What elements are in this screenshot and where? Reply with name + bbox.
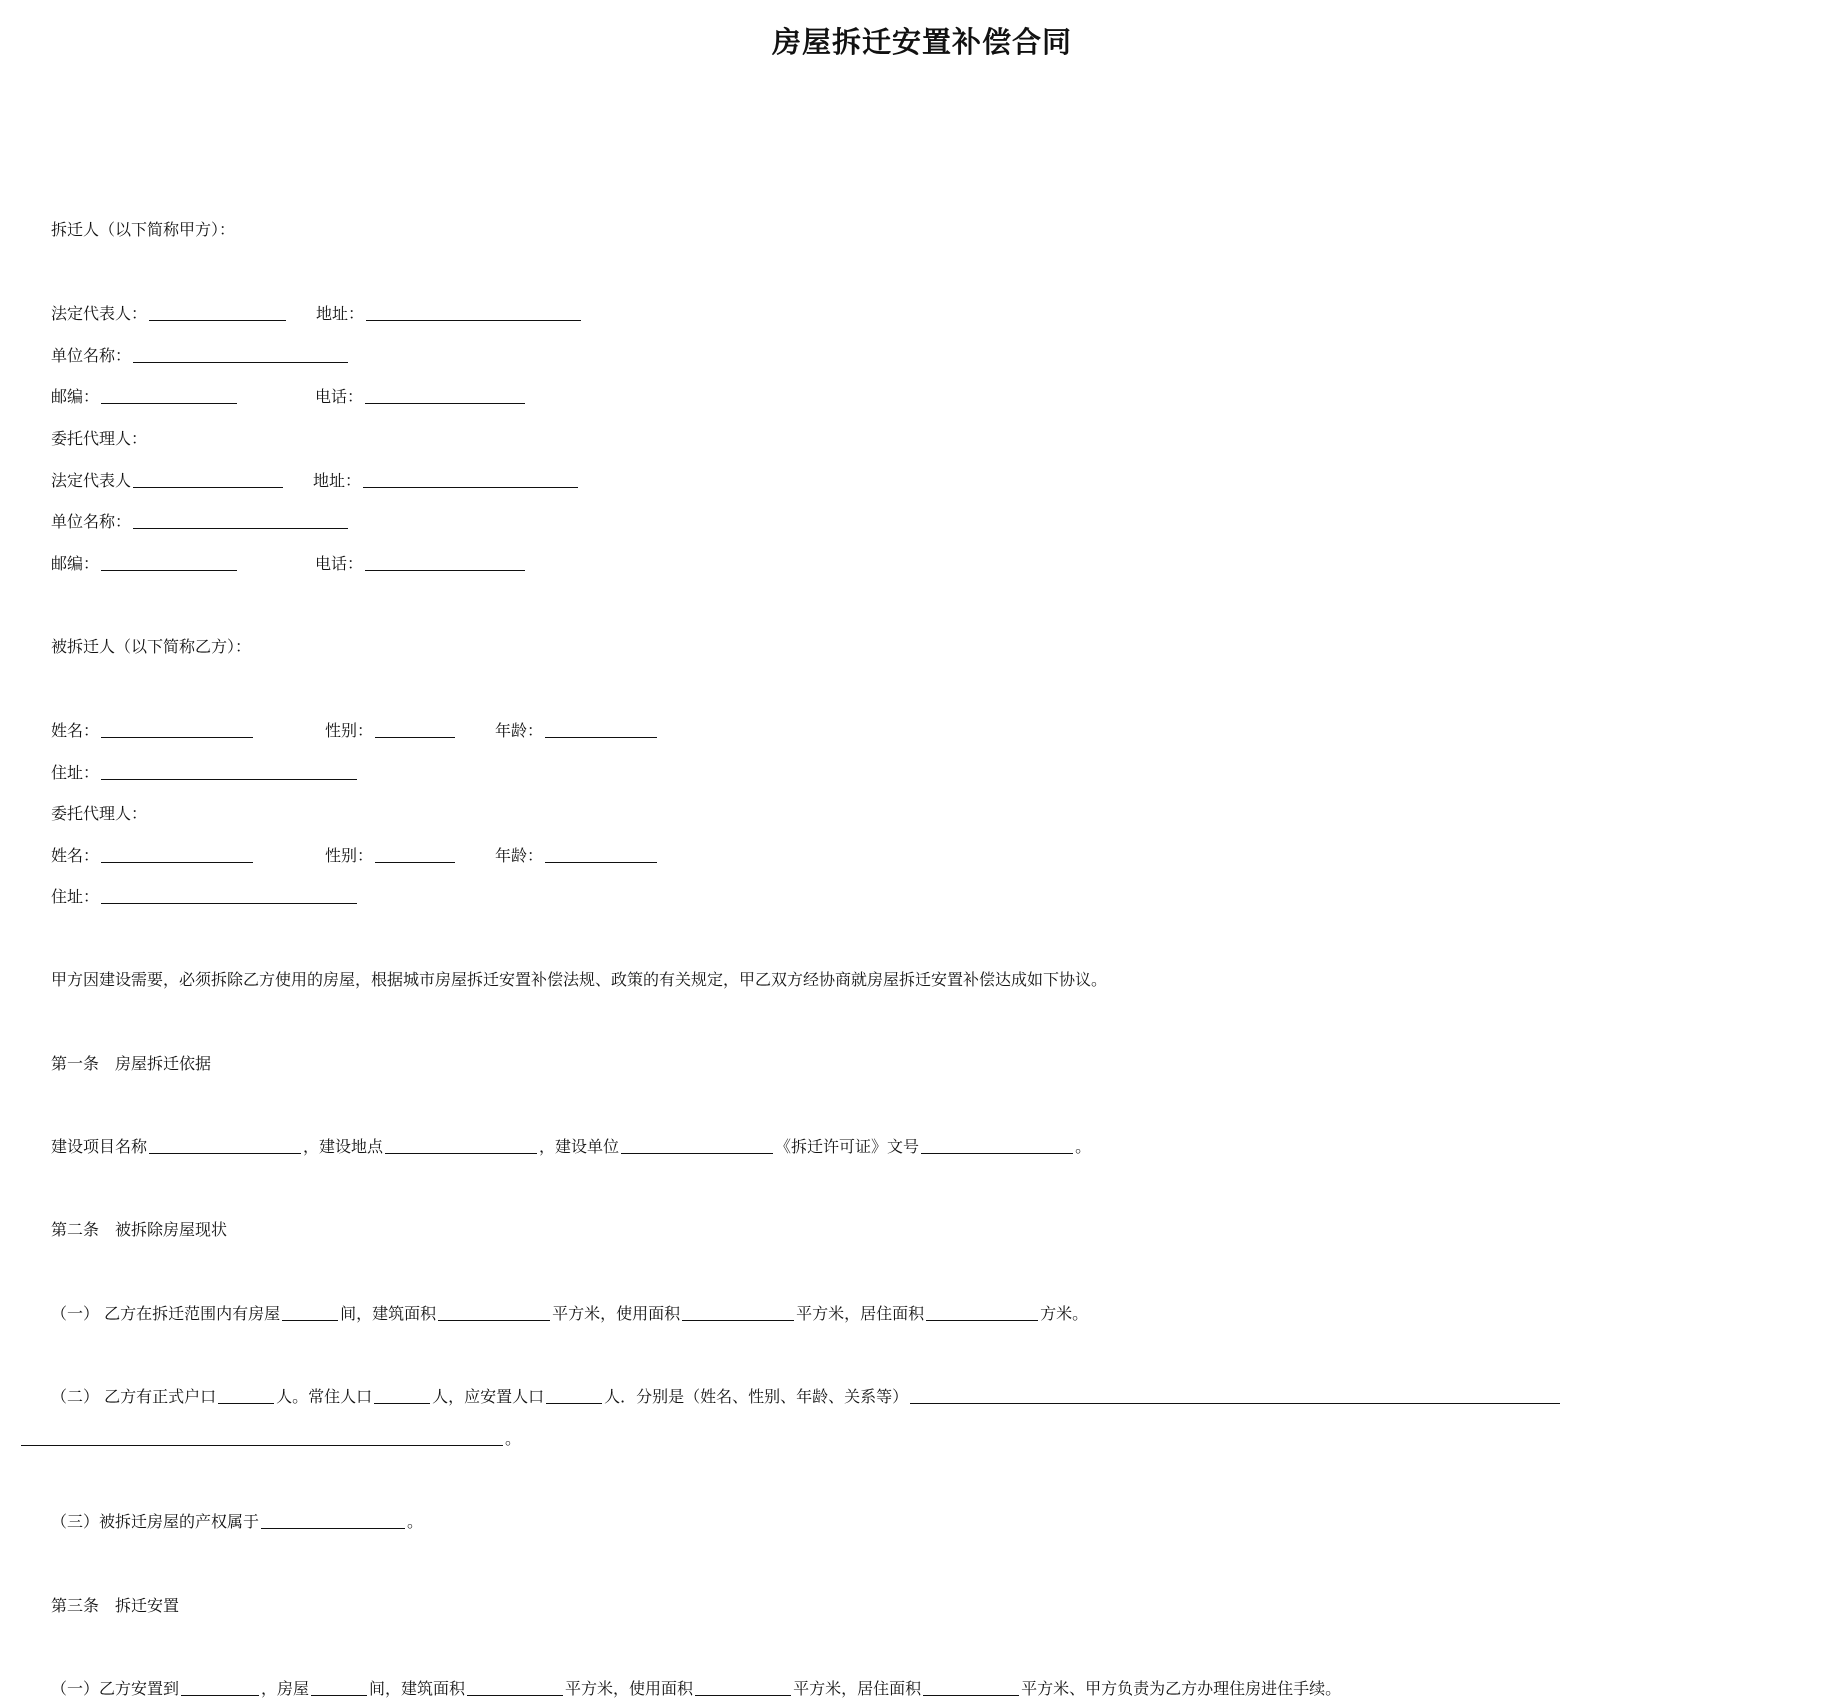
ownership-field[interactable] — [261, 1510, 405, 1529]
agent-phone-label: 电话： — [315, 554, 364, 573]
article2-heading: 第二条 被拆除房屋现状 — [51, 1220, 228, 1239]
registered-count-field[interactable] — [218, 1385, 274, 1404]
household-detail-field-continued[interactable] — [21, 1427, 503, 1446]
phone-label: 电话： — [315, 387, 364, 406]
party-a-agent-legal-rep-row — [51, 469, 580, 493]
postcode-field[interactable] — [101, 385, 237, 404]
party-b-agent-heading: 委托代理人： — [51, 804, 148, 823]
party-a-heading: 拆迁人（以下简称甲方）： — [51, 220, 236, 239]
party-a-postcode-row — [51, 385, 527, 409]
resettle-location-field[interactable] — [181, 1677, 259, 1696]
address-label: 地址： — [316, 304, 365, 323]
usable-area-field[interactable] — [682, 1302, 794, 1321]
agent-residence-label: 住址： — [51, 887, 100, 906]
preamble: 甲方因建设需要，必须拆除乙方使用的房屋，根据城市房屋拆迁安置补偿法规、政策的有关规定，甲乙双方经协商就房屋拆迁安置补偿达成如下协议。 — [51, 970, 1108, 989]
agent-unit-name-field[interactable] — [133, 510, 348, 529]
agent-age-field[interactable] — [545, 844, 657, 863]
legal-rep-field[interactable] — [149, 302, 286, 321]
living-area-field[interactable] — [926, 1302, 1038, 1321]
agent-legal-rep-label: 法定代表人 — [51, 471, 132, 490]
agent-residence-field[interactable] — [101, 885, 357, 904]
unit-name-field[interactable] — [133, 344, 348, 363]
agent-address-label: 地址： — [313, 471, 362, 490]
party-b-agent-residence-row — [51, 885, 359, 909]
agent-name-label: 姓名： — [51, 846, 100, 865]
party-b-heading: 被拆迁人（以下简称乙方）： — [51, 637, 252, 656]
new-rooms-field[interactable] — [311, 1677, 367, 1696]
resident-count-field[interactable] — [374, 1385, 430, 1404]
party-b-agent-name-row — [51, 844, 659, 868]
article2-item3: （三）被拆迁房屋的产权属于 。 — [51, 1512, 424, 1531]
party-a-unit-row — [51, 344, 350, 368]
party-b-name-row — [51, 719, 659, 743]
agent-name-field[interactable] — [101, 844, 253, 863]
article3-item1: （一）乙方安置到 ，房屋 间，建筑面积 平方米，使用面积 平方米，居住面积 平方米、甲方负责为乙方办理住房进住手续。 — [51, 1679, 1342, 1698]
article3-heading: 第三条 拆迁安置 — [51, 1596, 180, 1615]
project-location-field[interactable] — [385, 1135, 537, 1154]
agent-postcode-label: 邮编： — [51, 554, 100, 573]
address-field[interactable] — [366, 302, 581, 321]
agent-age-label: 年龄： — [495, 846, 544, 865]
article1-heading: 第一条 房屋拆迁依据 — [51, 1054, 212, 1073]
agent-gender-field[interactable] — [375, 844, 455, 863]
new-usable-area-field[interactable] — [695, 1677, 791, 1696]
agent-legal-rep-field[interactable] — [133, 469, 283, 488]
agent-postcode-field[interactable] — [101, 552, 237, 571]
article2-item1: （一） 乙方在拆迁范围内有房屋 间，建筑面积 平方米，使用面积 平方米，居住面积 方米。 — [51, 1304, 1089, 1323]
document-title: 房屋拆迁安置补偿合同 — [771, 25, 1072, 59]
postcode-label: 邮编： — [51, 387, 100, 406]
party-a-agent-unit-row — [51, 510, 350, 534]
article2-item2-continued: 。 — [19, 1427, 521, 1451]
agent-address-field[interactable] — [363, 469, 578, 488]
party-b-residence-row — [51, 761, 359, 785]
name-label: 姓名： — [51, 721, 100, 740]
gender-field[interactable] — [375, 719, 455, 738]
agent-unit-name-label: 单位名称： — [51, 512, 132, 531]
party-a-agent-heading: 委托代理人： — [51, 429, 148, 448]
gender-label: 性别： — [325, 721, 374, 740]
project-name-field[interactable] — [149, 1135, 301, 1154]
resettle-count-field[interactable] — [546, 1385, 602, 1404]
age-label: 年龄： — [495, 721, 544, 740]
new-building-area-field[interactable] — [467, 1677, 563, 1696]
agent-phone-field[interactable] — [365, 552, 525, 571]
age-field[interactable] — [545, 719, 657, 738]
building-area-field[interactable] — [438, 1302, 550, 1321]
name-field[interactable] — [101, 719, 253, 738]
party-a-agent-postcode-row — [51, 552, 527, 576]
construction-unit-field[interactable] — [621, 1135, 773, 1154]
permit-number-field[interactable] — [921, 1135, 1073, 1154]
legal-rep-label: 法定代表人： — [51, 304, 148, 323]
unit-name-label: 单位名称： — [51, 346, 132, 365]
residence-field[interactable] — [101, 761, 357, 780]
article1-body: 建设项目名称 ，建设地点 ，建设单位 《拆迁许可证》文号 。 — [51, 1137, 1092, 1156]
rooms-field[interactable] — [282, 1302, 338, 1321]
article2-item2: （二） 乙方有正式户口 人。常住人口 人，应安置人口 人．分别是（姓名、性别、年龄、关系等） — [51, 1385, 1562, 1409]
phone-field[interactable] — [365, 385, 525, 404]
party-a-legal-rep-row — [51, 302, 583, 326]
household-detail-field[interactable] — [910, 1385, 1560, 1404]
agent-gender-label: 性别： — [325, 846, 374, 865]
residence-label: 住址： — [51, 763, 100, 782]
new-living-area-field[interactable] — [923, 1677, 1019, 1696]
